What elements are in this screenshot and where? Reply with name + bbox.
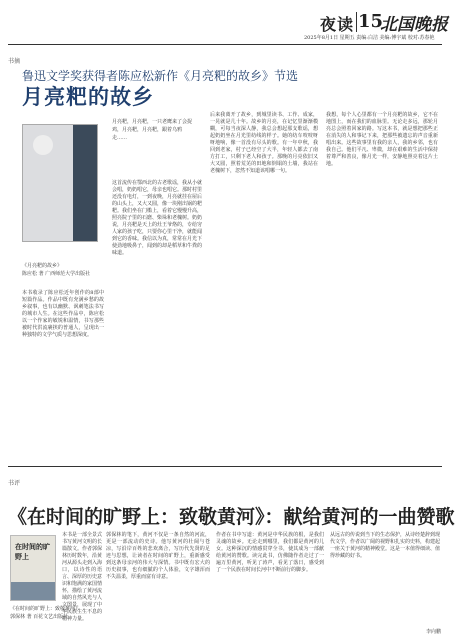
review-column-3: 作者在书中写道：黄河是中华民族的根，是我们灵魂的故乡。无论走到哪里，我们都是黄河的儿女。这种深沉的情感贯穿全书，使其成为一部献给黄河的赞歌。读完此书，仿佛随作者走过了一遍万里黄河，听见了涛声，看见了落日，感受到了一个民族在时间长河中不断前行的脚步。: [216, 532, 324, 573]
section-tag: 书摘: [8, 58, 21, 65]
section-title: 夜读: [320, 15, 355, 34]
intro-paragraph: 本书收录了陈应松近年创作的8部中短篇作品。作品中既有充满乡愁的故乡叙事，也有以幽默、讽刺笔法书写的城市人生。在这些作品中，陈应松以一个作家的敏锐和温情，书写那些被时代洪流裹挟的普通人，呈现出一种独特的文学气质与思想深度。: [22, 290, 104, 338]
book-cover-image-2: [10, 535, 56, 601]
review-byline: 李向鹏: [426, 629, 442, 635]
date-line: 2025年8月1日 星期五 责编:白洁 美编:傅宇斌 校对:苏春艳: [304, 35, 435, 41]
cover-band: [11, 582, 55, 600]
book-cover-image: [22, 124, 98, 242]
page-number: 15: [358, 11, 384, 32]
article-column-4: 我想，每个人心里都有一个月亮粑的故乡，它不在地图上，而在我们的血脉里。无论走多远，那轮月亮总会照着回家的路。写这本书，就是想把那些正在消失的人和事记下来，把那些被遗忘的声音重新唱出来。这些故事里有我的亲人，我的乡邻，也有我自己。他们平凡、卑微，却在艰难的生活中保持着尊严和善良，像月光一样，安静地照亮着这片土地。: [326, 112, 438, 167]
section-tag-review: 书评: [8, 480, 21, 487]
review-book-caption-title: 《在时间的旷野上：致敬黄河》: [10, 606, 81, 612]
header-separator: [356, 12, 357, 32]
section-divider: [8, 466, 442, 467]
book-caption-author: 陈应松 著 广西师范大学出版社: [22, 271, 91, 277]
review-headline: 《在时间的旷野上：致敬黄河》：献给黄河的一曲赞歌: [8, 506, 455, 528]
review-column-1: 本书是一部全景式书写黄河文明的长篇散文。作者郭保林历时数年，沿黄河从源头走到入海口，以诗性的语言、深厚的历史意识和饱满的家国情怀，描绘了黄河流域的自然风光与人文图景，展现了中华民族生生不息的精神力量。: [62, 532, 103, 622]
article-column-3: 后来我离开了故乡，到城里读书、工作、成家，一晃就是几十年。故乡的月亮，在记忆里渐渐模糊，可每当夜深人静，我总会想起那支歌谣，想起奶奶坐在月光里纺线的样子。她的纺车吱吱呀呀地响，像一首没有尽头的歌。有一年中秋，我回到老家，村子已经空了大半，年轻人都去了南方打工，只剩下老人和孩子。那晚的月亮依旧又大又圆，照着荒芜的田地和倒塌的土墙，我站在老槐树下，忽然不知道该唱哪一句。: [210, 112, 318, 174]
book-caption-title: 《月亮粑的故乡》: [22, 263, 63, 269]
review-book-caption-author: 郭保林 著 百花文艺出版社: [10, 614, 69, 620]
headline-main: 月亮粑的故乡: [22, 84, 154, 109]
newspaper-logo: 北国晚报: [380, 15, 448, 35]
headline-subtitle: 鲁迅文学奖获得者陈应松新作《月亮粑的故乡》节选: [22, 69, 299, 83]
review-column-4: 从远古的传说到当下的生态保护，从诗经楚辞到现代文学，作者以广阔的视野和扎实的史料，构建起一座关于黄河的精神殿堂。这是一本值得细读、值得珍藏的好书。: [330, 532, 441, 559]
poem-excerpt: 月亮粑，月亮粑，一只老鹰来了会捉鸡，月亮粑，月亮粑，跟着乌鸦走……: [112, 119, 193, 141]
article-column-2: 这首流传在鄂西北的古老歌谣，我从小就会唱，奶奶唱它，母亲也唱它。那时村里还没有电灯，一到夜晚，月亮就挂在屋后的山头上，又大又圆，像一块刚出锅的粑粑。我们坐在门槛上，看着它慢慢升高，照亮院子里的石磨、柴垛和老槐树。奶奶说，月亮粑是天上的灶王爷烙的，专给穷人家的孩子吃，只要你心里干净，就能闻到它的香味。我信以为真，常常在月光下使劲地吸鼻子，闻到的却是稻草和牛粪的味道。: [112, 180, 203, 256]
moon-illustration: [33, 135, 53, 155]
review-column-2: 郭保林的笔下，黄河不仅是一条自然的河流，更是一部流动的史诗。他写黄河的壮阔与苍凉，写沿岸百姓的悲欢离合，写历代先贤的足迹与思想，让读者在时间的旷野上，重新感受到这条母亲河的伟大与深情。书中既有宏大的历史叙事，也有细腻的个人体验，文字雄浑而不失温柔，厚重而富有诗意。: [106, 532, 210, 580]
book-cover-title: 在时间的旷野上: [15, 542, 50, 561]
header-rule: [8, 44, 442, 45]
book-spine: [73, 125, 97, 241]
